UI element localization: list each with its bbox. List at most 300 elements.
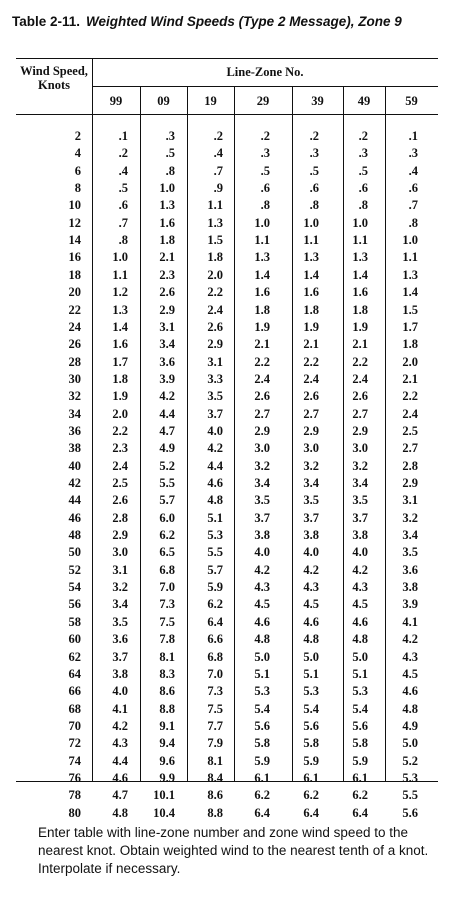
table-row [16, 354, 438, 371]
weighted-speed-cell: 4.5 [352, 597, 368, 612]
weighted-speed-cell: 5.1 [303, 666, 319, 681]
weighted-speed-cell: 4.8 [352, 632, 368, 647]
table-row [16, 440, 438, 457]
weighted-speed-cell: .3 [358, 146, 368, 161]
weighted-speed-cell: .8 [165, 163, 175, 178]
weighted-speed-cell: 5.1 [352, 666, 368, 681]
weighted-speed-cell: 7.3 [159, 597, 175, 612]
table-row [16, 284, 438, 301]
weighted-speed-cell: .3 [165, 129, 175, 143]
table-row [16, 163, 438, 180]
wind-speed-cell: 18 [68, 267, 81, 282]
wind-speed-cell: 64 [68, 666, 81, 681]
weighted-speed-cell: 6.8 [159, 562, 175, 577]
weighted-speed-cell: 5.3 [352, 684, 368, 699]
column-header: 59 [405, 94, 418, 108]
weighted-speed-cell: 6.4 [254, 805, 270, 820]
weighted-speed-cell: 5.6 [402, 805, 418, 820]
weighted-speed-cell: 2.6 [207, 319, 223, 334]
weighted-speed-cell: 7.5 [207, 701, 223, 716]
weighted-speed-cell: 3.7 [303, 510, 319, 525]
weighted-speed-cell: 1.6 [303, 285, 319, 300]
table-row [16, 319, 438, 336]
weighted-speed-cell: 4.8 [112, 805, 128, 820]
wind-speed-cell: 46 [68, 510, 81, 525]
weighted-speed-cell: 4.6 [402, 684, 418, 699]
table-row [16, 544, 438, 561]
weighted-speed-cell: 1.8 [112, 371, 128, 386]
weighted-speed-cell: 5.1 [254, 666, 270, 681]
weighted-speed-cell: 4.6 [207, 476, 223, 490]
weighted-speed-cell: 1.6 [112, 337, 128, 352]
weighted-speed-cell: 1.3 [254, 250, 270, 265]
weighted-speed-cell: 6.4 [207, 614, 223, 629]
weighted-speed-cell: 6.2 [352, 788, 368, 803]
table-row [16, 475, 438, 492]
weighted-speed-cell: 1.8 [207, 250, 223, 265]
weighted-speed-cell: 5.4 [303, 701, 319, 716]
weighted-speed-cell: 2.5 [402, 423, 418, 438]
weighted-speed-cell: 3.2 [254, 458, 270, 473]
wind-speed-table [16, 58, 438, 820]
table-row [16, 371, 438, 388]
weighted-speed-cell: 2.6 [112, 493, 128, 508]
row-header: Wind Speed, Knots [20, 64, 88, 92]
weighted-speed-cell: 1.8 [254, 302, 270, 317]
weighted-speed-cell: .1 [408, 129, 418, 143]
wind-speed-cell: 38 [68, 441, 81, 456]
weighted-speed-cell: 3.1 [207, 354, 223, 369]
group-header: Line-Zone No. [226, 65, 304, 79]
weighted-speed-cell: 4.0 [112, 684, 128, 699]
weighted-speed-cell: 7.3 [207, 684, 223, 699]
weighted-speed-cell: 4.2 [159, 389, 175, 404]
weighted-speed-cell: .2 [358, 129, 368, 143]
weighted-speed-cell: 1.9 [352, 319, 368, 334]
weighted-speed-cell: 7.8 [159, 632, 175, 647]
weighted-speed-cell: 2.3 [112, 441, 128, 456]
weighted-speed-cell: 2.3 [159, 267, 175, 282]
weighted-speed-cell: 6.4 [352, 805, 368, 820]
weighted-speed-cell: 1.3 [159, 198, 175, 213]
weighted-speed-cell: 1.9 [303, 319, 319, 334]
weighted-speed-cell: 2.1 [254, 337, 270, 352]
weighted-speed-cell: 1.1 [303, 233, 319, 248]
weighted-speed-cell: 1.4 [402, 285, 418, 300]
weighted-speed-cell: 1.4 [254, 267, 270, 282]
weighted-speed-cell: 4.5 [402, 666, 418, 681]
weighted-speed-cell: 5.9 [352, 753, 368, 768]
weighted-speed-cell: 3.8 [352, 528, 368, 543]
weighted-speed-cell: 2.2 [254, 354, 270, 369]
table-row [16, 596, 438, 613]
wind-speed-cell: 4 [74, 146, 81, 161]
weighted-speed-cell: 3.0 [254, 441, 270, 456]
wind-speed-cell: 62 [68, 649, 81, 664]
wind-speed-cell: 80 [68, 805, 81, 820]
wind-speed-cell: 36 [68, 423, 81, 438]
table-row [16, 180, 438, 197]
weighted-speed-cell: 2.1 [352, 337, 368, 352]
weighted-speed-cell: 2.6 [159, 285, 175, 300]
table-row [16, 128, 438, 145]
weighted-speed-cell: .6 [260, 181, 270, 196]
weighted-speed-cell: .4 [118, 163, 128, 178]
weighted-speed-cell: 5.5 [159, 476, 175, 490]
wind-speed-cell: 26 [68, 337, 81, 352]
weighted-speed-cell: 4.0 [352, 545, 368, 560]
weighted-speed-cell: 1.1 [207, 198, 223, 213]
table-row [16, 510, 438, 527]
weighted-speed-cell: 2.9 [303, 423, 319, 438]
weighted-speed-cell: 4.0 [303, 545, 319, 560]
header-bottom-rule [16, 114, 438, 115]
weighted-speed-cell: 2.9 [112, 528, 128, 543]
weighted-speed-cell: 1.8 [159, 233, 175, 248]
weighted-speed-cell: 3.7 [254, 510, 270, 525]
weighted-speed-cell: 4.2 [303, 562, 319, 577]
wind-speed-cell: 70 [68, 718, 81, 733]
weighted-speed-cell: .5 [118, 181, 128, 196]
weighted-speed-cell: 1.6 [159, 215, 175, 230]
weighted-speed-cell: 3.4 [254, 476, 270, 490]
weighted-speed-cell: .3 [309, 146, 319, 161]
weighted-speed-cell: 5.3 [254, 684, 270, 699]
weighted-speed-cell: 6.2 [159, 528, 175, 543]
weighted-speed-cell: 4.5 [254, 597, 270, 612]
table-row [16, 770, 438, 787]
weighted-speed-cell: 1.0 [303, 215, 319, 230]
weighted-speed-cell: 2.0 [402, 354, 418, 369]
table-row [16, 701, 438, 718]
wind-speed-cell: 2 [74, 129, 81, 143]
weighted-speed-cell: 2.4 [207, 302, 223, 317]
weighted-speed-cell: .6 [309, 181, 319, 196]
weighted-speed-cell: 8.8 [159, 701, 175, 716]
table-top-rule [16, 58, 438, 59]
table-row [16, 267, 438, 284]
weighted-speed-cell: 3.2 [352, 458, 368, 473]
weighted-speed-cell: 3.4 [112, 597, 128, 612]
weighted-speed-cell: 3.4 [402, 528, 418, 543]
weighted-speed-cell: 3.8 [254, 528, 270, 543]
weighted-speed-cell: 5.4 [254, 701, 270, 716]
weighted-speed-cell: 3.3 [207, 371, 223, 386]
weighted-speed-cell: .2 [260, 129, 270, 143]
column-header: 39 [311, 94, 324, 108]
weighted-speed-cell: 5.0 [254, 649, 270, 664]
weighted-speed-cell: 3.1 [402, 493, 418, 508]
weighted-speed-cell: 7.7 [207, 718, 223, 733]
wind-speed-cell: 42 [68, 476, 81, 490]
weighted-speed-cell: 3.4 [303, 476, 319, 490]
table-row [16, 666, 438, 683]
weighted-speed-cell: .3 [260, 146, 270, 161]
weighted-speed-cell: 1.8 [303, 302, 319, 317]
weighted-speed-cell: 2.4 [352, 371, 368, 386]
weighted-speed-cell: 5.9 [254, 753, 270, 768]
weighted-speed-cell: 9.4 [159, 736, 175, 751]
weighted-speed-cell: 4.1 [112, 701, 128, 716]
weighted-speed-cell: 3.2 [112, 580, 128, 595]
table-row [16, 145, 438, 162]
weighted-speed-cell: 8.8 [207, 805, 223, 820]
weighted-speed-cell: 1.0 [159, 181, 175, 196]
table-row [16, 197, 438, 214]
weighted-speed-cell: 5.3 [402, 770, 418, 785]
weighted-speed-cell: 5.7 [207, 562, 223, 577]
weighted-speed-cell: .2 [213, 129, 223, 143]
weighted-speed-cell: .7 [213, 163, 223, 178]
group-header-rule [92, 86, 438, 87]
weighted-speed-cell: 7.0 [159, 580, 175, 595]
weighted-speed-cell: 1.3 [303, 250, 319, 265]
weighted-speed-cell: 2.8 [112, 510, 128, 525]
weighted-speed-cell: 2.4 [402, 406, 418, 421]
weighted-speed-cell: 2.9 [402, 476, 418, 490]
wind-speed-cell: 32 [68, 389, 81, 404]
weighted-speed-cell: .3 [408, 146, 418, 161]
wind-speed-cell: 12 [68, 215, 81, 230]
weighted-speed-cell: 3.7 [352, 510, 368, 525]
weighted-speed-cell: 1.0 [254, 215, 270, 230]
weighted-speed-cell: 2.9 [159, 302, 175, 317]
weighted-speed-cell: 5.0 [402, 736, 418, 751]
wind-speed-cell: 40 [68, 458, 81, 473]
weighted-speed-cell: 6.2 [303, 788, 319, 803]
weighted-speed-cell: .2 [309, 129, 319, 143]
weighted-speed-cell: 2.2 [112, 423, 128, 438]
weighted-speed-cell: 5.3 [207, 528, 223, 543]
wind-speed-cell: 30 [68, 371, 81, 386]
weighted-speed-cell: 5.0 [303, 649, 319, 664]
weighted-speed-cell: 1.8 [402, 337, 418, 352]
weighted-speed-cell: 4.2 [352, 562, 368, 577]
weighted-speed-cell: 3.7 [207, 406, 223, 421]
weighted-speed-cell: 9.9 [159, 770, 175, 785]
wind-speed-cell: 24 [68, 319, 81, 334]
wind-speed-cell: 56 [68, 597, 81, 612]
wind-speed-cell: 66 [68, 684, 81, 699]
weighted-speed-cell: 8.1 [159, 649, 175, 664]
weighted-speed-cell: 9.6 [159, 753, 175, 768]
weighted-speed-cell: 1.6 [352, 285, 368, 300]
table-row [16, 406, 438, 423]
wind-speed-cell: 14 [68, 233, 81, 248]
weighted-speed-cell: .8 [408, 215, 418, 230]
weighted-speed-cell: 8.6 [207, 788, 223, 803]
weighted-speed-cell: 6.2 [207, 597, 223, 612]
weighted-speed-cell: 4.8 [402, 701, 418, 716]
weighted-speed-cell: 10.1 [153, 788, 175, 803]
weighted-speed-cell: 3.2 [402, 510, 418, 525]
weighted-speed-cell: 2.7 [254, 406, 270, 421]
wind-speed-cell: 58 [68, 614, 81, 629]
table-row [16, 805, 438, 822]
weighted-speed-cell: 4.9 [402, 718, 418, 733]
weighted-speed-cell: 4.2 [402, 632, 418, 647]
weighted-speed-cell: 1.1 [254, 233, 270, 248]
weighted-speed-cell: 3.7 [112, 649, 128, 664]
weighted-speed-cell: 3.2 [303, 458, 319, 473]
wind-speed-cell: 48 [68, 528, 81, 543]
weighted-speed-cell: .5 [309, 163, 319, 178]
weighted-speed-cell: 3.9 [159, 371, 175, 386]
weighted-speed-cell: .8 [309, 198, 319, 213]
weighted-speed-cell: 8.1 [207, 753, 223, 768]
weighted-speed-cell: 3.8 [402, 580, 418, 595]
weighted-speed-cell: 3.6 [112, 632, 128, 647]
weighted-speed-cell: 9.1 [159, 718, 175, 733]
weighted-speed-cell: 4.6 [112, 770, 128, 785]
usage-note: Enter table with line-zone number and zone wind speed to the nearest knot. Obtain weighted wind to the nearest tenth of a knot. Interpolate if necessary. [38, 825, 429, 876]
wind-speed-cell: 20 [68, 285, 81, 300]
table-row [16, 232, 438, 249]
wind-speed-cell: 10 [68, 198, 81, 213]
weighted-speed-cell: 7.5 [159, 614, 175, 629]
wind-speed-cell: 74 [68, 753, 81, 768]
weighted-speed-cell: 3.1 [159, 319, 175, 334]
weighted-speed-cell: 4.8 [207, 493, 223, 508]
weighted-speed-cell: 3.0 [303, 441, 319, 456]
table-row [16, 631, 438, 648]
weighted-speed-cell: 3.5 [303, 493, 319, 508]
weighted-speed-cell: 1.5 [207, 233, 223, 248]
weighted-speed-cell: 5.8 [254, 736, 270, 751]
weighted-speed-cell: 4.2 [254, 562, 270, 577]
weighted-speed-cell: .8 [260, 198, 270, 213]
wind-speed-cell: 68 [68, 701, 81, 716]
wind-speed-cell: 22 [68, 302, 81, 317]
weighted-speed-cell: 4.3 [254, 580, 270, 595]
weighted-speed-cell: 4.1 [402, 614, 418, 629]
weighted-speed-cell: 3.5 [112, 614, 128, 629]
wind-speed-cell: 44 [68, 493, 81, 508]
weighted-speed-cell: .5 [165, 146, 175, 161]
weighted-speed-cell: 5.6 [303, 718, 319, 733]
weighted-speed-cell: .4 [408, 163, 418, 178]
table-row [16, 579, 438, 596]
weighted-speed-cell: 5.4 [352, 701, 368, 716]
weighted-speed-cell: .5 [358, 163, 368, 178]
weighted-speed-cell: 2.8 [402, 458, 418, 473]
weighted-speed-cell: 1.0 [402, 233, 418, 248]
wind-speed-cell: 8 [74, 181, 81, 196]
weighted-speed-cell: 6.8 [207, 649, 223, 664]
weighted-speed-cell: 1.2 [112, 285, 128, 300]
weighted-speed-cell: 2.1 [402, 371, 418, 386]
weighted-speed-cell: 2.1 [159, 250, 175, 265]
weighted-speed-cell: 5.3 [303, 684, 319, 699]
weighted-speed-cell: 4.4 [207, 458, 223, 473]
weighted-speed-cell: 5.0 [352, 649, 368, 664]
table-row [16, 649, 438, 666]
weighted-speed-cell: 2.2 [303, 354, 319, 369]
weighted-speed-cell: 2.7 [303, 406, 319, 421]
table-row [16, 423, 438, 440]
weighted-speed-cell: 4.2 [207, 441, 223, 456]
weighted-speed-cell: 4.6 [352, 614, 368, 629]
weighted-speed-cell: .8 [118, 233, 128, 248]
table-row [16, 388, 438, 405]
wind-speed-cell: 72 [68, 736, 81, 751]
weighted-speed-cell: 3.0 [352, 441, 368, 456]
weighted-speed-cell: 5.9 [303, 753, 319, 768]
weighted-speed-cell: 3.4 [352, 476, 368, 490]
weighted-speed-cell: 1.9 [112, 389, 128, 404]
weighted-speed-cell: 5.2 [159, 458, 175, 473]
weighted-speed-cell: 6.1 [352, 770, 368, 785]
weighted-speed-cell: 1.4 [303, 267, 319, 282]
weighted-speed-cell: 2.7 [352, 406, 368, 421]
table-row [16, 249, 438, 266]
weighted-speed-cell: 2.6 [303, 389, 319, 404]
weighted-speed-cell: 5.2 [402, 753, 418, 768]
weighted-speed-cell: 1.7 [112, 354, 128, 369]
weighted-speed-cell: 4.7 [112, 788, 128, 803]
wind-speed-cell: 28 [68, 354, 81, 369]
weighted-speed-cell: 4.6 [303, 614, 319, 629]
weighted-speed-cell: .2 [118, 146, 128, 161]
weighted-speed-cell: 4.3 [112, 736, 128, 751]
table-row [16, 753, 438, 770]
table-row [16, 787, 438, 804]
table-row [16, 614, 438, 631]
weighted-speed-cell: 7.9 [207, 736, 223, 751]
weighted-speed-cell: 3.8 [112, 666, 128, 681]
weighted-speed-cell: 2.2 [352, 354, 368, 369]
table-row [16, 492, 438, 509]
weighted-speed-cell: 2.0 [112, 406, 128, 421]
table-row [16, 336, 438, 353]
weighted-speed-cell: 5.6 [352, 718, 368, 733]
table-row [16, 718, 438, 735]
wind-speed-cell: 52 [68, 562, 81, 577]
column-header: 09 [157, 94, 170, 108]
weighted-speed-cell: 3.0 [112, 545, 128, 560]
weighted-speed-cell: 2.9 [207, 337, 223, 352]
weighted-speed-cell: 2.9 [352, 423, 368, 438]
table-caption [12, 14, 442, 29]
weighted-speed-cell: 6.1 [303, 770, 319, 785]
weighted-speed-cell: .4 [213, 146, 223, 161]
wind-speed-cell: 50 [68, 545, 81, 560]
weighted-speed-cell: 5.1 [207, 510, 223, 525]
weighted-speed-cell: 3.6 [159, 354, 175, 369]
weighted-speed-cell: 2.1 [303, 337, 319, 352]
weighted-speed-cell: 3.6 [402, 562, 418, 577]
table-row [16, 215, 438, 232]
table-row [16, 735, 438, 752]
weighted-speed-cell: 5.5 [207, 545, 223, 560]
weighted-speed-cell: 1.7 [402, 319, 418, 334]
wind-speed-cell: 54 [68, 580, 81, 595]
weighted-speed-cell: 8.3 [159, 666, 175, 681]
weighted-speed-cell: 4.8 [254, 632, 270, 647]
weighted-speed-cell: 6.5 [159, 545, 175, 560]
weighted-speed-cell: 2.9 [254, 423, 270, 438]
weighted-speed-cell: 3.8 [303, 528, 319, 543]
weighted-speed-cell: .5 [260, 163, 270, 178]
weighted-speed-cell: 2.2 [402, 389, 418, 404]
table-row [16, 302, 438, 319]
weighted-speed-cell: 3.9 [402, 597, 418, 612]
weighted-speed-cell: 6.1 [254, 770, 270, 785]
weighted-speed-cell: 2.7 [402, 441, 418, 456]
wind-speed-cell: 16 [68, 250, 81, 265]
wind-speed-cell: 76 [68, 770, 81, 785]
table-title: Weighted Wind Speeds (Type 2 Message), Zone 9 [86, 14, 402, 29]
